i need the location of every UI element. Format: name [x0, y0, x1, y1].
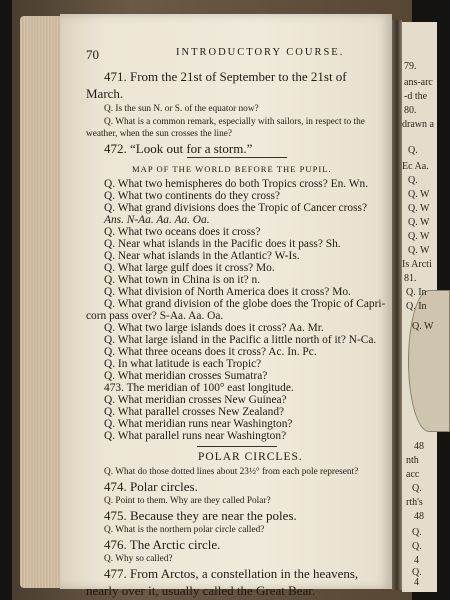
- facing-text: Ec Aa.: [402, 161, 429, 172]
- text-line: Q. What town in China is on it? n.: [104, 274, 261, 286]
- facing-text: -d the: [404, 91, 428, 102]
- facing-text: Q. W: [408, 231, 430, 242]
- facing-text: 81.: [404, 273, 417, 284]
- facing-text: Q. In: [406, 301, 427, 312]
- text-line: 474. Polar circles.: [104, 479, 198, 494]
- facing-text: 79.: [404, 61, 417, 72]
- text-line: 475. Because they are near the poles.: [104, 508, 297, 523]
- text-line: Q. What large gulf does it cross? Mo.: [104, 262, 275, 274]
- text-line: Q. Why so called?: [104, 554, 173, 564]
- running-title: INTRODUCTORY COURSE.: [176, 47, 345, 58]
- facing-text: ans-arc: [404, 77, 433, 88]
- facing-text: Q. W: [412, 321, 434, 332]
- divider: [187, 157, 287, 158]
- text-line: Q. Point to them. Why are they called Polar?: [104, 496, 271, 506]
- page-edges: [20, 16, 60, 588]
- text-line: Q. What meridian runs near Washington?: [104, 418, 293, 430]
- text-line: Q. What do those dotted lines about 23½° from each pole represent?: [104, 467, 359, 477]
- facing-text: nth: [406, 455, 419, 466]
- facing-text: Q. W: [408, 203, 430, 214]
- text-line: Q. What meridian crosses Sumatra?: [104, 370, 268, 382]
- text-line: Q. What large island in the Pacific a little north of it? N-Ca.: [104, 334, 377, 346]
- facing-text: 4: [414, 577, 419, 588]
- facing-text: Q. W: [408, 189, 430, 200]
- text-line: Q. What two continents do they cross?: [104, 190, 280, 202]
- facing-text: Q.: [412, 483, 422, 494]
- text-line: 471. From the 21st of September to the 21st of: [104, 69, 347, 84]
- text-line: Q. Near what islands in the Atlantic? W-Is.: [104, 250, 300, 262]
- facing-text: Is Arcti: [402, 259, 432, 270]
- text-line: Q. What meridian crosses New Guinea?: [104, 394, 287, 406]
- text-line: Ans. N-Aa. Aa. Aa. Oa.: [104, 214, 210, 226]
- facing-text: Q.: [412, 567, 422, 578]
- section-heading: POLAR CIRCLES.: [198, 451, 303, 463]
- text-line: weather, when the sun crosses the line?: [86, 129, 233, 139]
- left-page: [60, 14, 392, 598]
- text-line: Q. What two hemispheres do both Tropics cross? En. Wn.: [104, 178, 369, 190]
- text-line: Q. In what latitude is each Tropic?: [104, 358, 262, 370]
- facing-text: rth's: [406, 497, 423, 508]
- text-line: corn pass over? S-Aa. Aa. Oa.: [86, 310, 224, 322]
- facing-text: Q.: [412, 541, 422, 552]
- text-line: Q. What two large islands does it cross? Aa. Mr.: [104, 322, 324, 334]
- facing-text: Q.: [408, 145, 418, 156]
- text-line: Q. What two oceans does it cross?: [104, 226, 261, 238]
- text-line: 473. The meridian of 100° east longitude.: [104, 382, 294, 394]
- text-line: 476. The Arctic circle.: [104, 537, 221, 552]
- facing-text: drawn a: [402, 119, 434, 130]
- text-line: Q. What grand division of the globe does the Tropic of Capri-: [104, 298, 386, 310]
- facing-page: [402, 22, 437, 592]
- facing-text: Q. W: [408, 217, 430, 228]
- text-line: 472. “Look out for a storm.”: [104, 141, 253, 156]
- facing-text: acc: [406, 469, 420, 480]
- facing-text: 80.: [404, 105, 417, 116]
- facing-text: 48: [414, 441, 424, 452]
- facing-text: 4: [414, 555, 419, 566]
- text-line: Q. Near what islands in the Pacific does it pass? Sh.: [104, 238, 341, 250]
- book-gutter: [392, 20, 402, 590]
- section-heading: MAP OF THE WORLD BEFORE THE PUPIL.: [132, 164, 332, 174]
- divider: [197, 446, 277, 447]
- text-line: March.: [86, 86, 124, 101]
- facing-text: Q. In: [406, 287, 427, 298]
- text-line: 477. From Arctos, a constellation in the heavens,: [104, 566, 359, 581]
- text-line: Q. What is the northern polar circle called?: [104, 525, 265, 535]
- facing-text: Q. W: [408, 245, 430, 256]
- text-line: Q. What division of North America does it cross? Mo.: [104, 286, 351, 298]
- text-line: Q. Is the sun N. or S. of the equator now?: [104, 104, 259, 114]
- facing-text: Q.: [412, 527, 422, 538]
- facing-text: Q.: [408, 175, 418, 186]
- text-line: nearly over it, usually called the Great Bear.: [86, 583, 316, 598]
- text-line: Q. What grand divisions does the Tropic of Cancer cross?: [104, 202, 367, 214]
- text-line: Q. What is a common remark, especially with sailors, in respect to the: [104, 117, 365, 127]
- page-number: 70: [86, 47, 99, 62]
- text-line: Q. What three oceans does it cross? Ac. In. Pc.: [104, 346, 317, 358]
- facing-text: 48: [414, 511, 424, 522]
- text-line: Q. What parallel runs near Washington?: [104, 430, 287, 442]
- text-line: Q. What parallel crosses New Zealand?: [104, 406, 285, 418]
